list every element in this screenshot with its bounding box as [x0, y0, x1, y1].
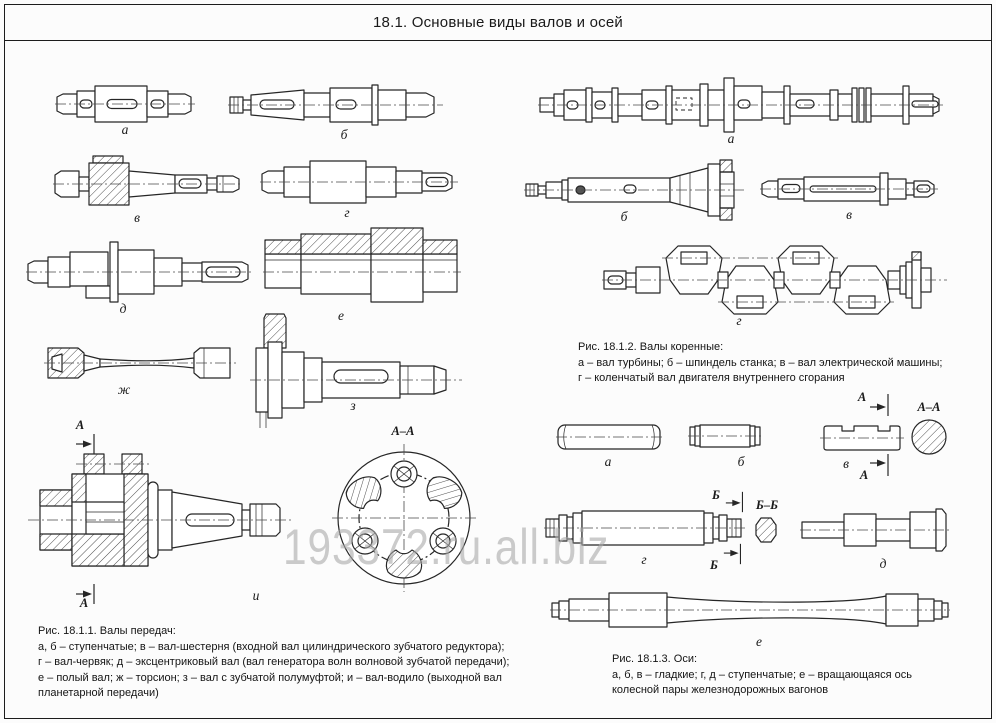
fig3-section-mark-a-bottom [868, 452, 894, 478]
fig1-shaft-i-drawing [28, 430, 318, 608]
fig1-shaft-zh-label: ж [117, 382, 131, 397]
page-title: 18.1. Основные виды валов и осей [373, 14, 623, 31]
fig1-section-aa-label: А–А [391, 424, 415, 438]
fig3-section-mark-a-top [868, 392, 894, 418]
fig1-shaft-d-label: д [119, 301, 127, 316]
fig1-caption-line: г – вал-червяк; д – эксцентриковый вал (вал генератора волн волновой зубчатой передачи); [38, 656, 510, 668]
fig3-axle-a-label: а [604, 454, 612, 469]
fig2-shaft-v-drawing [760, 170, 938, 208]
title-bar [4, 4, 992, 41]
fig1-caption-title: Рис. 18.1.1. Валы передач: [38, 625, 176, 637]
fig1-shaft-v-label: в [134, 210, 140, 225]
fig3-axle-g-drawing [544, 502, 746, 554]
fig3-axle-v-drawing [820, 420, 904, 454]
fig2-shaft-g-label: г [736, 313, 742, 328]
fig3-section-bb-label: Б–Б [755, 498, 779, 512]
fig2-shaft-v-label: в [846, 207, 852, 222]
fig1-section-aa-drawing [330, 438, 478, 596]
fig3-section-mark-b-bottom [722, 542, 746, 566]
fig1-shaft-a-label: а [121, 122, 129, 137]
fig1-shaft-g-drawing [260, 156, 458, 208]
fig2-shaft-b-label: б [620, 209, 628, 224]
fig1-caption-line: а, б – ступенчатые; в – вал-шестерня (входной вал цилиндрического зубчатого редуктора); [38, 640, 505, 653]
fig1-shaft-i-label: и [252, 588, 260, 603]
fig2-shaft-g-drawing [602, 238, 947, 322]
fig1-shaft-e-drawing [263, 226, 461, 306]
fig1-shaft-z-label: з [350, 398, 356, 413]
fig1-shaft-zh-drawing [44, 340, 236, 386]
fig2-caption-line: г – коленчатый вал двигателя внутреннего сгорания [578, 372, 845, 384]
fig3-axle-e-label: е [756, 634, 762, 649]
fig1-section-mark-a-top-label: А [75, 418, 85, 432]
fig3-axle-a-drawing [556, 420, 662, 454]
fig3-axle-d-label: д [879, 556, 887, 571]
fig3-axle-b-label: б [737, 454, 745, 469]
fig3-caption [612, 652, 982, 699]
fig1-section-mark-a-bottom-label: А [79, 596, 89, 610]
fig1-caption [38, 624, 516, 702]
fig1-shaft-b-drawing [228, 80, 443, 130]
fig1-shaft-g-label: г [344, 205, 350, 220]
fig3-caption-line: а, б, в – гладкие; г, д – ступенчатые; е – вращающаяся ось [612, 668, 912, 681]
watermark: 193372.ru.all.biz [283, 519, 610, 575]
fig3-section-mark-a-top-label: А [857, 390, 867, 404]
fig2-shaft-a-label: а [727, 131, 735, 146]
fig3-section-aa-drawing [908, 416, 950, 458]
fig2-caption-line: а – вал турбины; б – шпиндель станка; в – вал электрической машины; [578, 356, 943, 369]
fig1-caption-line: планетарной передачи) [38, 687, 159, 699]
fig3-axle-b-drawing [688, 418, 762, 454]
fig2-shaft-b-drawing [524, 158, 746, 222]
fig3-section-mark-a-bottom-label: А [859, 468, 869, 482]
fig3-section-aa-label: А–А [917, 400, 941, 414]
fig2-caption-title: Рис. 18.1.2. Валы коренные: [578, 341, 724, 353]
fig3-axle-d-drawing [800, 503, 952, 557]
fig2-caption [578, 340, 983, 387]
fig1-shaft-v-drawing [53, 148, 243, 218]
fig3-axle-v-label: в [843, 456, 849, 471]
fig1-shaft-b-label: б [340, 127, 348, 142]
fig1-shaft-d-drawing [26, 236, 254, 308]
fig3-axle-e-drawing [550, 584, 950, 636]
fig3-section-mark-b-top [724, 490, 748, 514]
fig3-section-mark-b-bottom-label: Б [710, 558, 718, 572]
fig3-caption-line: колесной пары железнодорожных вагонов [612, 684, 829, 696]
fig2-shaft-a-drawing [538, 76, 943, 134]
fig3-axle-g-label: г [641, 552, 647, 567]
fig3-section-bb-drawing [754, 516, 778, 544]
fig1-caption-line: е – полый вал; ж – торсион; з – вал с зубчатой полумуфтой; и – вал-водило (выходной вал [38, 671, 502, 684]
fig1-shaft-e-label: е [338, 308, 344, 323]
fig3-caption-title: Рис. 18.1.3. Оси: [612, 653, 698, 665]
fig1-shaft-z-drawing [250, 308, 462, 430]
fig3-section-mark-b-top-label: Б [712, 488, 720, 502]
fig1-shaft-a-drawing [55, 82, 195, 126]
